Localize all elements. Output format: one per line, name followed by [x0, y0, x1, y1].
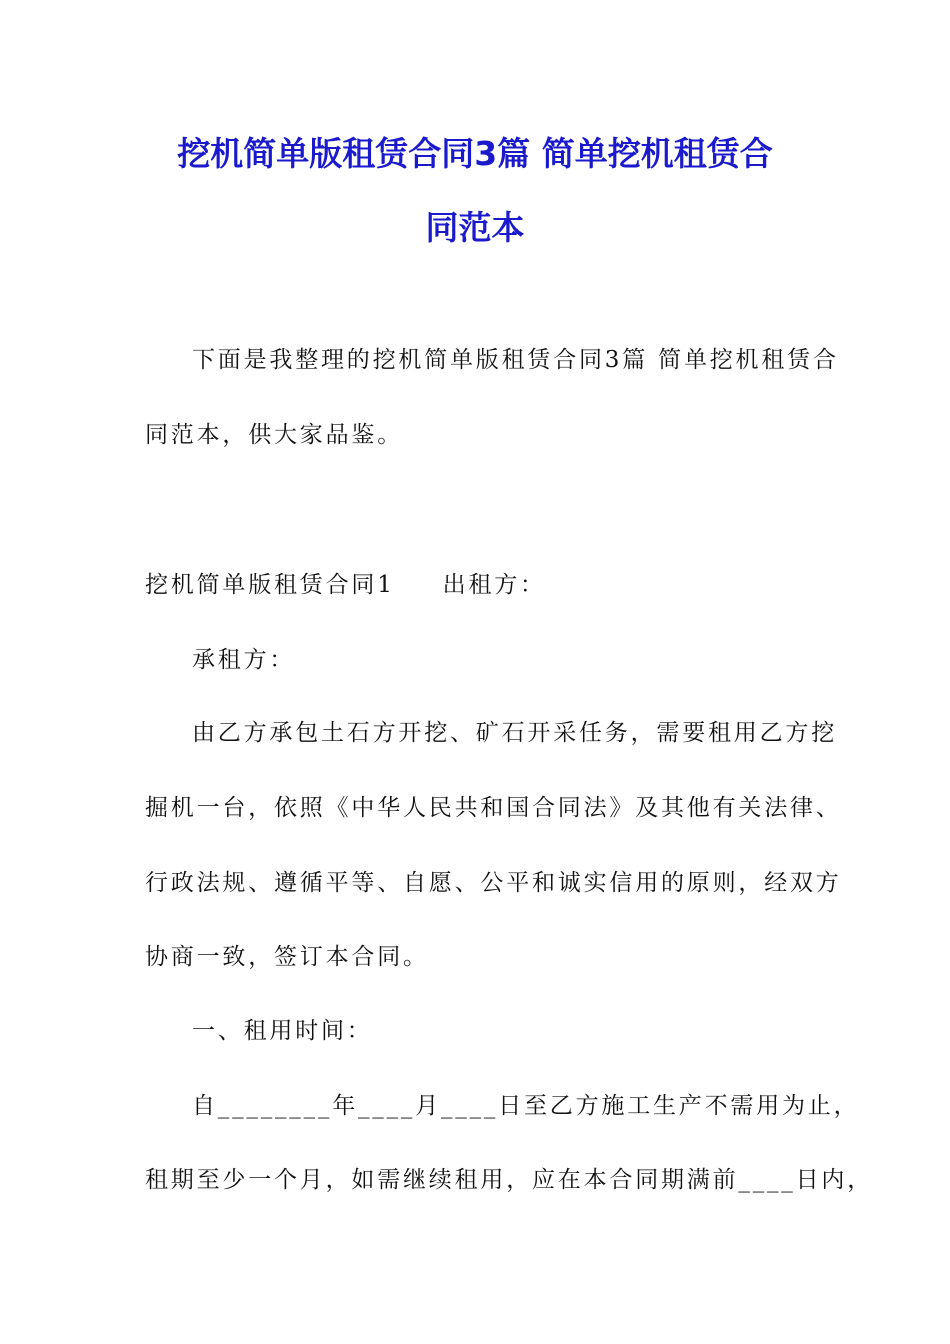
lessee-label: 承租方： — [192, 647, 296, 673]
para1-line1: 由乙方承包土石方开挖、矿石开采任务，需要租用乙方挖 — [192, 720, 837, 746]
clause1-line1: 自________年____月____日至乙方施工生产不需用为止， — [192, 1093, 860, 1119]
para1-line2: 掘机一台，依照《中华人民共和国合同法》及其他有关法律、 — [145, 795, 842, 821]
para1-line3: 行政法规、遵循平等、自愿、公平和诚实信用的原则，经双方 — [145, 870, 842, 896]
clause1-line2: 租期至少一个月，如需继续租用，应在本合同期满前____日内， — [145, 1167, 873, 1193]
document-title-line2: 同范本 — [425, 208, 525, 247]
section-heading-row — [145, 570, 546, 600]
section-heading: 挖机简单版租赁合同1 — [145, 572, 395, 598]
intro-line1: 下面是我整理的挖机简单版租赁合同3篇 简单挖机租赁合 — [192, 347, 839, 373]
lessor-label: 出租方： — [442, 572, 546, 598]
intro-line2: 同范本，供大家品鉴。 — [145, 422, 403, 448]
para1-line4: 协商一致，签订本合同。 — [145, 944, 429, 970]
clause1-heading: 一、租用时间： — [192, 1018, 373, 1044]
document-title-line1: 挖机简单版租赁合同3篇 简单挖机租赁合 — [177, 134, 773, 173]
